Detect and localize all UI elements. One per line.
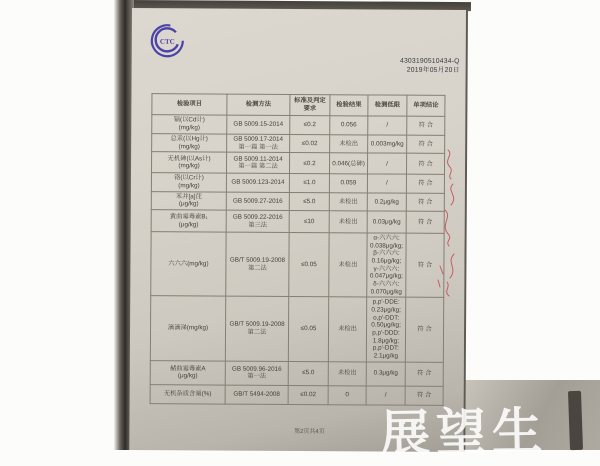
cell-conclusion: 符 合	[405, 298, 443, 363]
cell-limit: /	[366, 386, 405, 405]
col-header-conclusion: 单项结论	[407, 95, 445, 116]
cell-item: 六六六(mg/kg)	[151, 232, 226, 297]
cell-item: 无机砷(以As计) (mg/kg)	[151, 152, 226, 173]
cell-item: 总汞(以Hg计) (mg/kg)	[152, 134, 227, 153]
cell-conclusion: 符 合	[406, 211, 444, 233]
table-row	[150, 360, 443, 386]
table-row	[152, 115, 445, 136]
cell-result: 未检出	[328, 297, 366, 362]
report-head	[332, 56, 460, 75]
cell-limit: 0.003mg/kg	[368, 135, 407, 154]
cell-standard: ≤0.02	[290, 134, 330, 153]
table-row	[152, 134, 445, 154]
cell-standard: ≤5.0	[289, 192, 329, 211]
cell-result: 未检出	[328, 361, 366, 385]
col-header-limit: 检测低限	[368, 95, 407, 116]
cell-method: GB 5009.27-2016	[226, 192, 289, 211]
cell-limit: /	[368, 116, 407, 135]
cell-item: 滴滴涕(mg/kg)	[150, 296, 225, 361]
col-header-item: 检验项目	[152, 94, 227, 115]
cell-standard: ≤0.05	[289, 232, 329, 297]
cell-limit: 0.3μg/kg	[366, 362, 405, 386]
cell-conclusion: 符 合	[405, 386, 443, 405]
cell-standard: ≤0.02	[288, 385, 328, 404]
cell-item: 赭曲霉毒素A (μg/kg)	[150, 360, 225, 384]
cell-method: GB 5009.17-2014 第一篇 第一法	[227, 134, 290, 153]
page-number: 第2页共4页	[294, 428, 325, 436]
cell-limit: 0.2μg/kg	[367, 193, 406, 212]
cell-limit: 0.03μg/kg	[367, 211, 406, 233]
cell-method: GB 5009.96-2016 第一法	[225, 361, 288, 385]
cell-conclusion: 符 合	[407, 116, 445, 135]
cell-item: 铬(以Cr计) (mg/kg)	[151, 173, 226, 192]
cell-method: GB 5009.15-2014	[227, 115, 290, 134]
cell-result: 未检出	[330, 135, 368, 154]
cell-result: 未检出	[329, 211, 367, 233]
table-row	[151, 191, 444, 211]
cell-method: GB 5009.22-2016 第三法	[226, 210, 289, 232]
col-header-result: 检验结果	[330, 95, 368, 116]
report-paper	[129, 8, 468, 452]
cell-conclusion: 符 合	[406, 175, 444, 194]
cell-standard: ≤5.0	[288, 361, 328, 385]
col-header-standard: 标准及判定要求	[290, 94, 330, 115]
cell-method: GB/T 5494-2008	[225, 385, 288, 404]
table-row	[150, 296, 443, 362]
red-handwriting-marks	[436, 146, 474, 306]
table-row	[151, 173, 444, 193]
cell-item: 镉(以Cd计) (mg/kg)	[152, 115, 227, 134]
table-row	[151, 232, 444, 298]
svg-text:CTC: CTC	[159, 37, 175, 46]
cell-conclusion: 符 合	[405, 362, 443, 386]
cell-conclusion: 符 合	[406, 154, 444, 175]
cell-standard: ≤0.05	[288, 297, 328, 362]
cell-standard: ≤0.2	[290, 115, 330, 134]
cell-conclusion: 符 合	[406, 193, 444, 212]
cell-method: GB/T 5009.19-2008 第二法	[225, 296, 288, 361]
cell-item: 无机杂质含量(%)	[150, 384, 225, 403]
cell-method: GB/T 5009.19-2008 第二法	[226, 232, 289, 297]
report-number: 4303190510434-Q	[399, 57, 460, 66]
cell-method: GB 5009.123-2014	[226, 173, 289, 192]
cell-result: 未检出	[329, 192, 367, 211]
cell-result: 0.046(总砷)	[329, 153, 367, 174]
cell-standard: ≤1.0	[289, 174, 329, 193]
cell-item: 苯并[a]芘 (μg/kg)	[151, 191, 226, 210]
cell-limit: /	[367, 174, 406, 193]
cell-limit: /	[367, 153, 406, 174]
cell-conclusion: 符 合	[407, 135, 445, 154]
cell-method: GB 5009.11-2014 第一篇 第二法	[226, 152, 289, 173]
cell-limit: α-六六六: 0.038μg/kg; β-六六六: 0.16μg/kg; γ-六六六: 0.047μg/kg; δ-六六六: 0.070μg/kg	[367, 233, 406, 298]
ctc-logo-icon	[149, 22, 186, 59]
table-header-row	[152, 94, 445, 117]
cell-result: 0.059	[329, 174, 367, 193]
cell-result: 0	[328, 385, 366, 404]
cell-conclusion: 符 合	[406, 233, 444, 298]
cell-standard: ≤0.2	[289, 153, 329, 174]
col-header-method: 检测方法	[227, 94, 290, 115]
table-row	[151, 152, 444, 175]
report-date: 2019年05月20日	[406, 66, 460, 75]
inspection-results-table	[150, 93, 446, 406]
cell-limit: p,p′-DDE: 0.23μg/kg; o,p′-DDT: 0.50μg/kg; p,p′-DDD: 1.8μg/kg; p,p′-DDT: 2.1μg/kg	[366, 297, 405, 362]
cell-item: 黄曲霉毒素B₁ (μg/kg)	[151, 210, 226, 232]
table-row	[151, 210, 444, 234]
cell-result: 0.056	[330, 116, 368, 135]
cell-result: 未检出	[329, 233, 367, 298]
cell-standard: ≤10	[289, 210, 329, 232]
watermark-text: 展望生	[379, 403, 549, 462]
